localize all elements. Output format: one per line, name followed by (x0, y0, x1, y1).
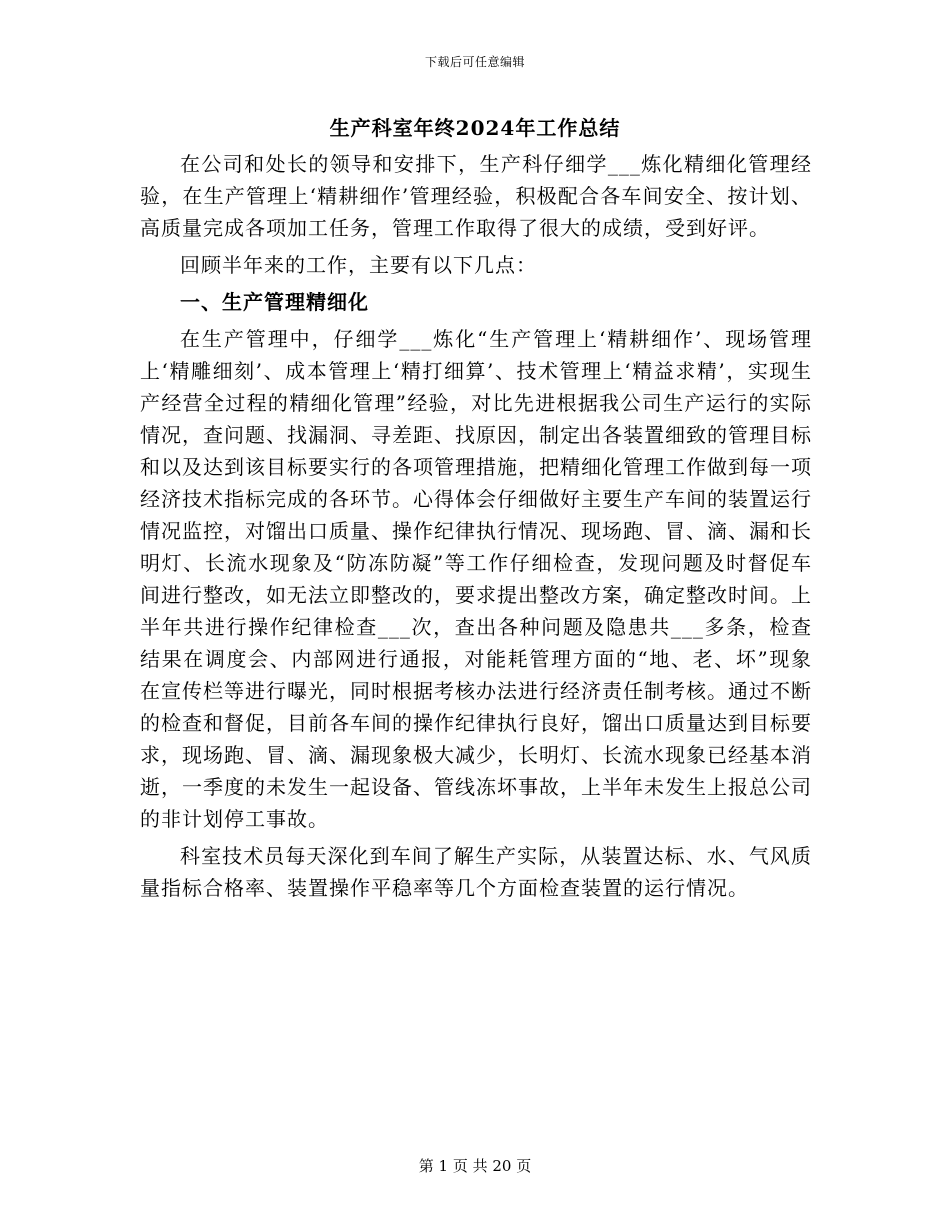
document-body (140, 148, 812, 909)
document-title: 生产科室年终2024年工作总结 (329, 116, 621, 140)
section-heading: 一、生产管理精细化 (180, 290, 369, 314)
review-paragraph: 回顾半年来的工作，主要有以下几点： (180, 253, 537, 277)
section-paragraph: 在生产管理中，仔细学___炼化“生产管理上‘精耕细作’、现场管理上‘精雕细刻’、成本管理上‘精打细算’、技术管理上‘精益求精’，实现生产经营全过程的精细化管理”经验，对比先进根据我公司生产运行的实际情况，查问题、找漏洞、寻差距、找原因，制定出各装置细致的管理目标和以及达到该目标要实行的各项管理措施，把精细化管理工作做到每一项经济技术指标完成的各环节。心得体会仔细做好主要生产车间的装置运行情况监控，对馏出口质量、操作纪律执行情况、现场跑、冒、滴、漏和长明灯、长流水现象及“防冻防凝”等工作仔细检查，发现问题及时督促车间进行整改，如无法立即整改的，要求提出整改方案，确定整改时间。上半年共进行操作纪律检查___次，查出各种问题及隐患共___多条，检查结果在调度会、内部网进行通报，对能耗管理方面的“地、老、坏”现象在宣传栏等进行曝光，同时根据考核办法进行经济责任制考核。通过不断的检查和督促，目前各车间的操作纪律执行良好，馏出口质量达到目标要求，现场跑、冒、滴、漏现象极大减少，长明灯、长流水现象已经基本消逝，一季度的未发生一起设备、管线冻坏事故，上半年未发生上报总公司的非计划停工事故。 (140, 327, 812, 831)
page-header-note: 下载后可任意编辑 (424, 55, 525, 69)
technician-paragraph: 科室技术员每天深化到车间了解生产实际，从装置达标、水、气风质量指标合格率、装置操作平稳率等几个方面检查装置的运行情况。 (140, 844, 812, 900)
page-number: 第 1 页 共 20 页 (418, 1157, 532, 1175)
intro-paragraph: 在公司和处长的领导和安排下，生产科仔细学___炼化精细化管理经验，在生产管理上‘精耕细作’管理经验，积极配合各车间安全、按计划、高质量完成各项加工任务，管理工作取得了很大的成绩，受到好评。 (140, 152, 812, 240)
